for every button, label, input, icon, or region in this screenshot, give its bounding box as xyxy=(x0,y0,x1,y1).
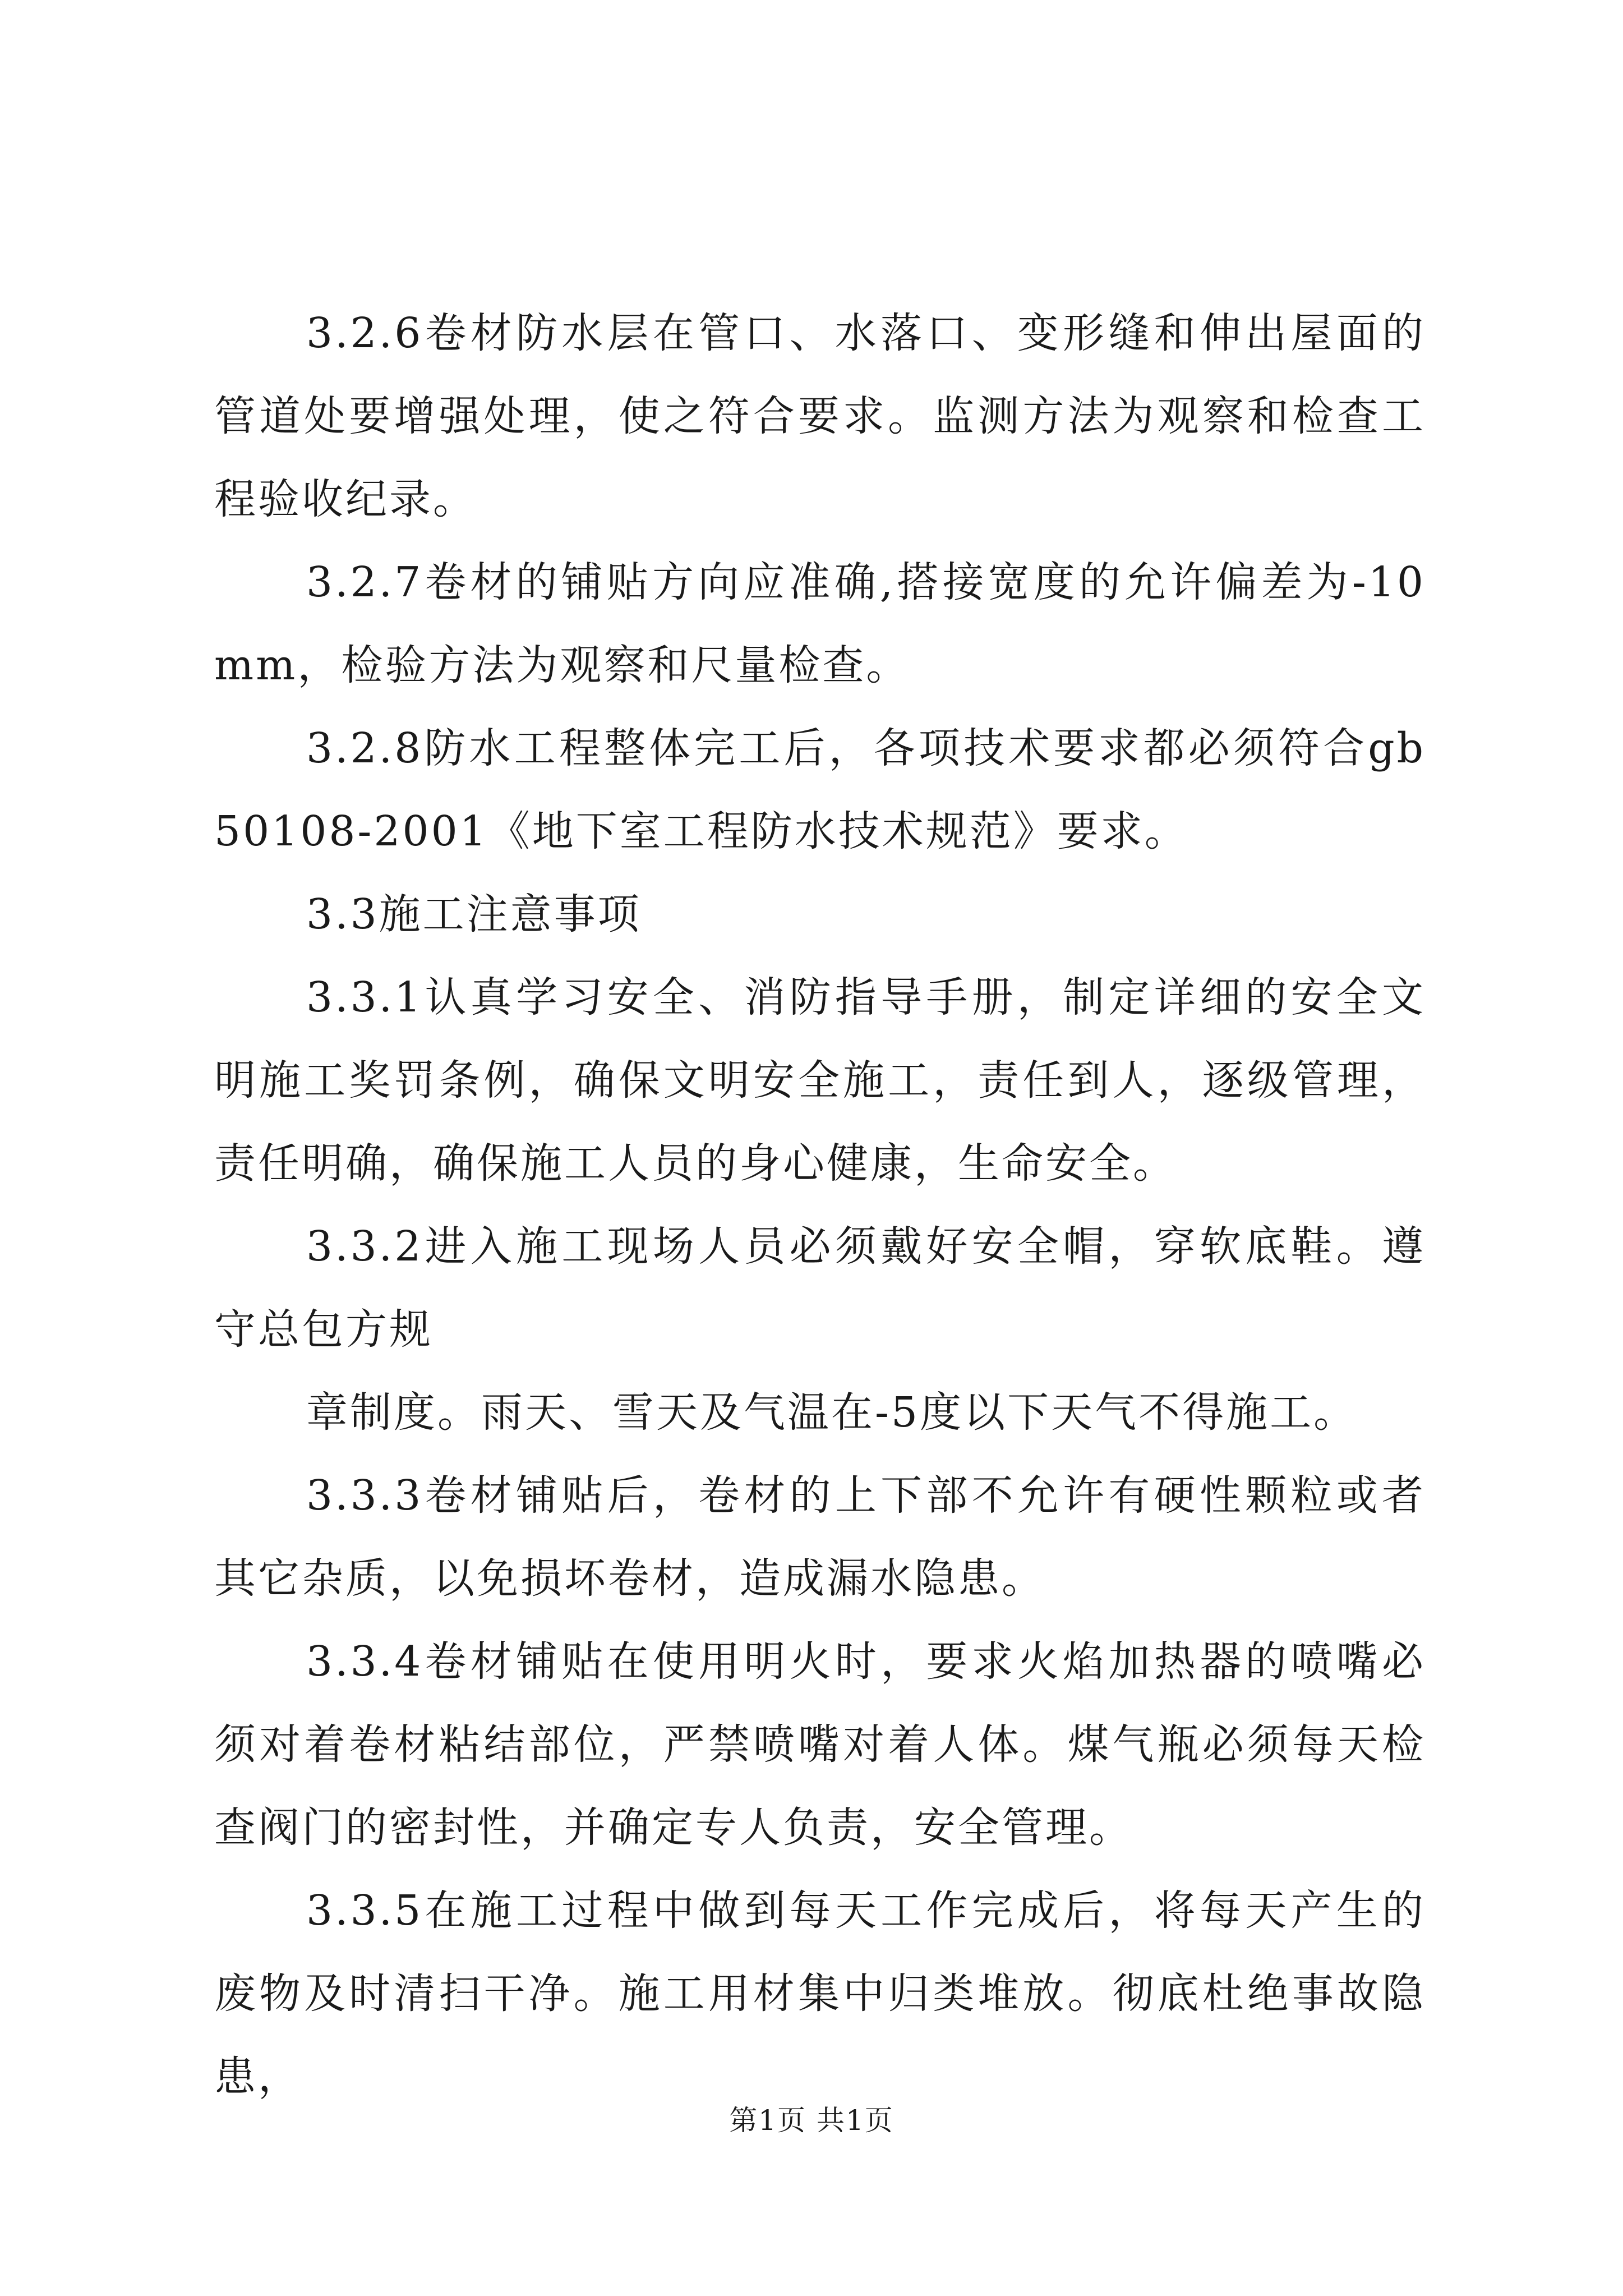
paragraph-3-2-6: 3.2.6卷材防水层在管口、水落口、变形缝和伸出屋面的管道处要增强处理，使之符合要求。监测方法为观察和检查工程验收纪录。 xyxy=(214,309,1426,523)
paragraph-3-3-2: 3.3.2进入施工现场人员必须戴好安全帽，穿软底鞋。遵守总包方规 xyxy=(214,1222,1426,1354)
paragraph-3-2-8: 3.2.8防水工程整体完工后，各项技术要求都必须符合gb50108-2001《地下室工程防水技术规范》要求。 xyxy=(214,724,1426,855)
page-footer: 第1页 共1页 xyxy=(729,2104,894,2137)
paragraph-3-3-2-continued: 章制度。雨天、雪天及气温在-5度以下天气不得施工。 xyxy=(306,1388,1358,1437)
document-body xyxy=(214,292,1426,2118)
paragraph-3-3-3: 3.3.3卷材铺贴后，卷材的上下部不允许有硬性颗粒或者其它杂质，以免损坏卷材，造成漏水隐患。 xyxy=(214,1471,1426,1603)
paragraph-3-2-7: 3.2.7卷材的铺贴方向应准确,搭接宽度的允许偏差为-10mm，检验方法为观察和尺量检查。 xyxy=(214,558,1426,689)
section-heading-3-3: 3.3施工注意事项 xyxy=(306,890,642,938)
paragraph-3-3-1: 3.3.1认真学习安全、消防指导手册，制定详细的安全文明施工奖罚条例，确保文明安全施工，责任到人，逐级管理，责任明确，确保施工人员的身心健康，生命安全。 xyxy=(214,973,1426,1188)
paragraph-3-3-4: 3.3.4卷材铺贴在使用明火时，要求火焰加热器的喷嘴必须对着卷材粘结部位，严禁喷嘴对着人体。煤气瓶必须每天检查阀门的密封性，并确定专人负责，安全管理。 xyxy=(214,1637,1426,1852)
paragraph-3-3-5: 3.3.5在施工过程中做到每天工作完成后，将每天产生的废物及时清扫干净。施工用材集中归类堆放。彻底杜绝事故隐患， xyxy=(214,1887,1426,2101)
